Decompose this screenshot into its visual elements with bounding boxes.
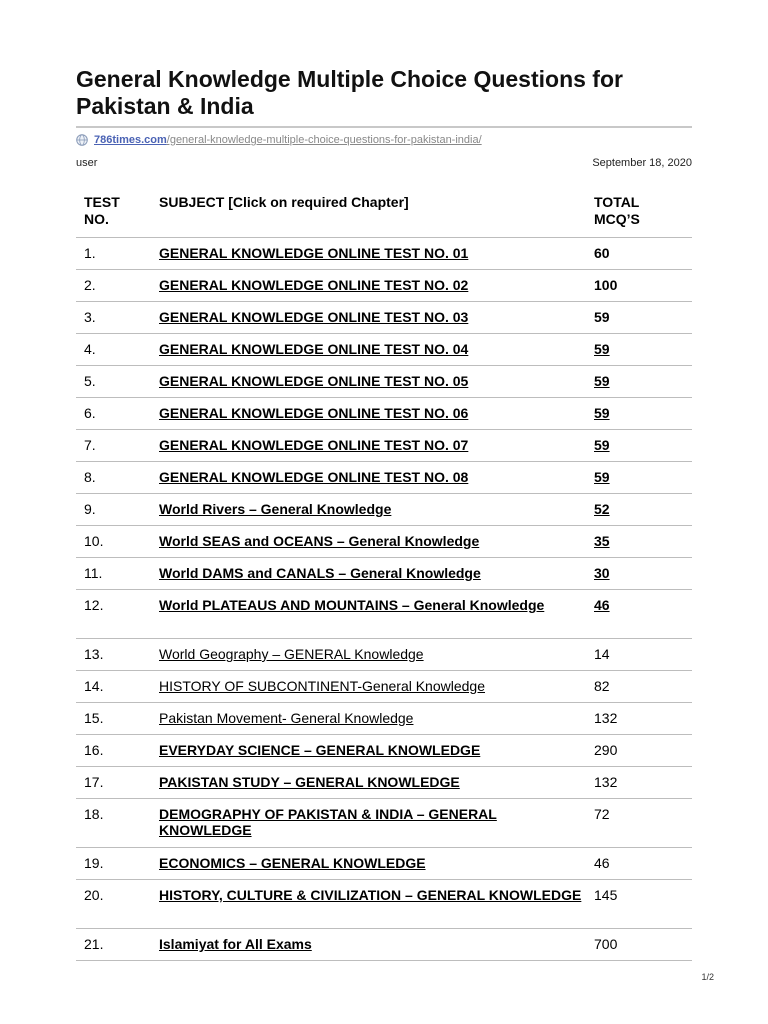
subject-link[interactable]: Islamiyat for All Exams <box>159 936 312 952</box>
table-row <box>76 929 692 961</box>
row-subject-cell <box>151 590 586 639</box>
row-number: 21. <box>84 936 104 952</box>
subject-link[interactable]: GENERAL KNOWLEDGE ONLINE TEST NO. 08 <box>159 469 469 485</box>
row-number: 4. <box>84 341 96 357</box>
row-number: 12. <box>84 597 104 613</box>
row-number: 18. <box>84 806 104 822</box>
subject-link[interactable]: World DAMS and CANALS – General Knowledge <box>159 565 481 581</box>
row-total: 72 <box>594 806 610 822</box>
subject-link[interactable]: ECONOMICS – GENERAL KNOWLEDGE <box>159 855 426 871</box>
row-subject-cell <box>151 735 586 767</box>
row-total: 132 <box>594 710 618 726</box>
row-subject-cell <box>151 462 586 494</box>
row-subject-cell <box>151 270 586 302</box>
subject-link[interactable]: GENERAL KNOWLEDGE ONLINE TEST NO. 06 <box>159 405 469 421</box>
subject-link[interactable]: GENERAL KNOWLEDGE ONLINE TEST NO. 03 <box>159 309 469 325</box>
row-subject-cell <box>151 302 586 334</box>
row-subject-cell <box>151 639 586 671</box>
subject-link[interactable]: EVERYDAY SCIENCE – GENERAL KNOWLEDGE <box>159 742 481 758</box>
table-header-row <box>76 186 692 238</box>
row-total: 700 <box>594 936 618 952</box>
row-subject-cell <box>151 238 586 270</box>
table-row <box>76 430 692 462</box>
table-row <box>76 880 692 929</box>
row-subject-cell <box>151 526 586 558</box>
table-row <box>76 398 692 430</box>
row-total: 100 <box>594 277 618 293</box>
row-number: 17. <box>84 774 104 790</box>
subject-link[interactable]: World SEAS and OCEANS – General Knowledge <box>159 533 480 549</box>
row-number: 15. <box>84 710 104 726</box>
table-row <box>76 238 692 270</box>
table-row <box>76 558 692 590</box>
table-row <box>76 526 692 558</box>
table-row <box>76 366 692 398</box>
row-number: 8. <box>84 469 96 485</box>
source-url[interactable] <box>76 134 482 146</box>
row-total: 14 <box>594 646 610 662</box>
subject-link[interactable]: Pakistan Movement- General Knowledge <box>159 710 414 726</box>
table-row <box>76 494 692 526</box>
row-number: 6. <box>84 405 96 421</box>
subject-link[interactable]: PAKISTAN STUDY – GENERAL KNOWLEDGE <box>159 774 460 790</box>
table-row <box>76 590 692 639</box>
row-total: 132 <box>594 774 618 790</box>
author: user <box>76 157 98 169</box>
row-total: 82 <box>594 678 610 694</box>
post-date: September 18, 2020 <box>592 157 692 169</box>
row-number: 3. <box>84 309 96 325</box>
row-subject-cell <box>151 703 586 735</box>
row-subject-cell <box>151 398 586 430</box>
subject-link[interactable]: World Rivers – General Knowledge <box>159 501 392 517</box>
subject-link[interactable]: HISTORY OF SUBCONTINENT-General Knowledge <box>159 678 485 694</box>
row-subject-cell <box>151 767 586 799</box>
row-subject-cell <box>151 880 586 929</box>
subject-link[interactable]: GENERAL KNOWLEDGE ONLINE TEST NO. 01 <box>159 245 469 261</box>
row-number: 10. <box>84 533 104 549</box>
row-subject-cell <box>151 334 586 366</box>
header-test-no: TEST NO. <box>84 194 120 227</box>
header-total: TOTAL MCQ’S <box>594 194 640 227</box>
table-row <box>76 848 692 880</box>
row-number: 19. <box>84 855 104 871</box>
row-total[interactable]: 59 <box>594 437 610 453</box>
row-total: 46 <box>594 855 610 871</box>
row-total[interactable]: 35 <box>594 533 610 549</box>
row-number: 7. <box>84 437 96 453</box>
row-number: 9. <box>84 501 96 517</box>
row-number: 14. <box>84 678 104 694</box>
row-number: 16. <box>84 742 104 758</box>
url-path[interactable]: /general-knowledge-multiple-choice-questions-for-pakistan-india/ <box>166 134 482 146</box>
table-row <box>76 270 692 302</box>
row-number: 5. <box>84 373 96 389</box>
title-divider <box>76 126 692 128</box>
table-row <box>76 334 692 366</box>
row-total[interactable]: 59 <box>594 341 610 357</box>
row-total: 290 <box>594 742 618 758</box>
row-total[interactable]: 30 <box>594 565 610 581</box>
subject-link[interactable]: World PLATEAUS AND MOUNTAINS – General Knowledge <box>159 597 545 613</box>
row-number: 13. <box>84 646 104 662</box>
row-subject-cell <box>151 929 586 961</box>
row-number: 2. <box>84 277 96 293</box>
subject-link[interactable]: GENERAL KNOWLEDGE ONLINE TEST NO. 05 <box>159 373 469 389</box>
table-row <box>76 703 692 735</box>
header-subject: SUBJECT [Click on required Chapter] <box>159 194 409 210</box>
row-total: 59 <box>594 309 610 325</box>
table-row <box>76 671 692 703</box>
row-number: 20. <box>84 887 104 903</box>
table-row <box>76 767 692 799</box>
url-domain[interactable]: 786times.com <box>94 134 167 146</box>
row-total[interactable]: 59 <box>594 469 610 485</box>
page-title: General Knowledge Multiple Choice Questions for Pakistan & India <box>76 66 623 119</box>
row-subject-cell <box>151 671 586 703</box>
row-subject-cell <box>151 494 586 526</box>
subject-link[interactable]: DEMOGRAPHY OF PAKISTAN & INDIA – GENERAL KNOWLEDGE <box>159 806 497 838</box>
mcq-table <box>76 186 692 961</box>
row-number: 11. <box>84 565 103 581</box>
subject-link[interactable]: HISTORY, CULTURE & CIVILIZATION – GENERAL KNOWLEDGE <box>159 887 582 903</box>
table-row <box>76 639 692 671</box>
row-total[interactable]: 52 <box>594 501 610 517</box>
table-row <box>76 302 692 334</box>
globe-icon <box>76 134 88 146</box>
row-number: 1. <box>84 245 96 261</box>
row-subject-cell <box>151 799 586 848</box>
row-total: 60 <box>594 245 610 261</box>
row-subject-cell <box>151 848 586 880</box>
subject-link[interactable]: GENERAL KNOWLEDGE ONLINE TEST NO. 02 <box>159 277 469 293</box>
table-row <box>76 735 692 767</box>
row-total: 145 <box>594 887 618 903</box>
table-row <box>76 462 692 494</box>
page-number: 1/2 <box>701 972 714 982</box>
subject-link[interactable]: GENERAL KNOWLEDGE ONLINE TEST NO. 04 <box>159 341 469 357</box>
row-total[interactable]: 59 <box>594 373 610 389</box>
row-subject-cell <box>151 558 586 590</box>
row-total[interactable]: 59 <box>594 405 610 421</box>
row-total[interactable]: 46 <box>594 597 610 613</box>
row-subject-cell <box>151 430 586 462</box>
subject-link[interactable]: World Geography – GENERAL Knowledge <box>159 646 424 662</box>
table-row <box>76 799 692 848</box>
subject-link[interactable]: GENERAL KNOWLEDGE ONLINE TEST NO. 07 <box>159 437 469 453</box>
row-subject-cell <box>151 366 586 398</box>
